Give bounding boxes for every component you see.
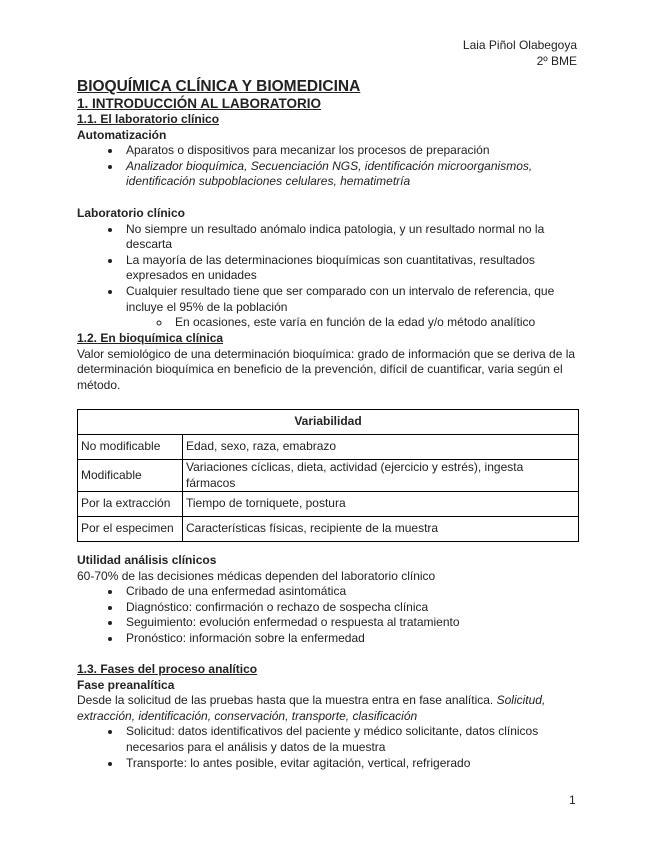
header-course: 2º BME bbox=[536, 54, 577, 68]
table-cell: Por el especimen bbox=[78, 517, 183, 542]
list-automatizacion bbox=[77, 143, 582, 190]
list-item: • Aparatos o dispositivos para mecanizar los procesos de preparación bbox=[122, 143, 582, 159]
paragraph-text: Desde la solicitud de las pruebas hasta que la muestra entra en fase analítica. bbox=[77, 693, 494, 708]
list-item: • Transporte: lo antes posible, evitar agitación, vertical, refrigerado bbox=[122, 756, 582, 772]
subsection-heading: 1.2. En bioquímica clínica bbox=[77, 331, 224, 345]
list-preanalitica bbox=[77, 724, 582, 771]
heading-utilidad: Utilidad análisis clínicos bbox=[77, 553, 217, 567]
document-title: BIOQUÍMICA CLÍNICA Y BIOMEDICINA bbox=[77, 78, 361, 95]
list-item: • Solicitud: datos identificativos del paciente y médico solicitante, datos clínicos necesarios para el análisis y datos de la muestra bbox=[122, 724, 582, 755]
table-cell: Modificable bbox=[78, 460, 183, 492]
paragraph: Valor semiológico de una determinación bioquímica: grado de información que se deriva de la determinación bioquímica en beneficio de la prevención, difícil de cuantificar, varia según el método. bbox=[77, 346, 576, 392]
list-item: • La mayoría de las determinaciones bioquímicas son cuantitativas, resultados expresados en unidades bbox=[122, 253, 582, 284]
table-cell: Variaciones cíclicas, dieta, actividad (ejercicio y estrés), ingesta fármacos bbox=[183, 460, 579, 492]
table-cell: Por la extracción bbox=[78, 492, 183, 517]
table-cell: Tiempo de torniquete, postura bbox=[183, 492, 579, 517]
table-cell: Características físicas, recipiente de la muestra bbox=[183, 517, 579, 542]
table-row bbox=[78, 435, 579, 460]
subsection-heading: 1.3. Fases del proceso analítico bbox=[77, 662, 258, 676]
table-header: Variabilidad bbox=[78, 410, 579, 435]
list-item-text: Cualquier resultado tiene que ser comparado con un intervalo de referencia, que incluye el 95% de la población bbox=[126, 283, 555, 314]
paragraph-italic: Solicitud, extracción, identificación, conservación, transporte, clasificación bbox=[77, 693, 546, 723]
sub-list-item: ◦ En ocasiones, este varía en función de la edad y/o método analítico bbox=[171, 315, 582, 331]
heading-fase-preanalitica: Fase preanalítica bbox=[77, 677, 175, 692]
table-cell: No modificable bbox=[78, 435, 183, 460]
list-item: • Diagnóstico: confirmación o rechazo de sospecha clínica bbox=[122, 600, 582, 616]
paragraph bbox=[77, 693, 582, 724]
heading-automatizacion: Automatización bbox=[77, 127, 167, 142]
list-item: • Pronóstico: información sobre la enfermedad bbox=[122, 631, 582, 647]
variability-table bbox=[77, 409, 579, 542]
section-heading: 1. INTRODUCCIÓN AL LABORATORIO bbox=[77, 96, 322, 111]
paragraph: 60-70% de las decisiones médicas dependen del laboratorio clínico bbox=[77, 568, 436, 583]
list-laboratorio bbox=[77, 222, 582, 331]
header-author: Laia Piñol Olabegoya bbox=[462, 38, 577, 52]
list-item: • Seguimiento: evolución enfermedad o respuesta al tratamiento bbox=[122, 615, 582, 631]
list-item: • Analizador bioquímica, Secuenciación NGS, identificación microorganismos, identificación subpoblaciones celulares, hematimetría bbox=[122, 159, 582, 190]
page-number: 1 bbox=[569, 793, 576, 807]
list-utilidad bbox=[77, 584, 582, 646]
table-row bbox=[78, 492, 579, 517]
list-item: • No siempre un resultado anómalo indica patologia, y un resultado normal no la descarta bbox=[122, 222, 582, 253]
list-item bbox=[122, 284, 582, 331]
table-row bbox=[78, 460, 579, 492]
heading-laboratorio: Laboratorio clínico bbox=[77, 206, 186, 220]
table-cell: Edad, sexo, raza, emabrazo bbox=[183, 435, 579, 460]
list-item: • Cribado de una enfermedad asintomática bbox=[122, 584, 582, 600]
table-row bbox=[78, 517, 579, 542]
subsection-heading: 1.1. El laboratorio clínico bbox=[77, 112, 220, 126]
